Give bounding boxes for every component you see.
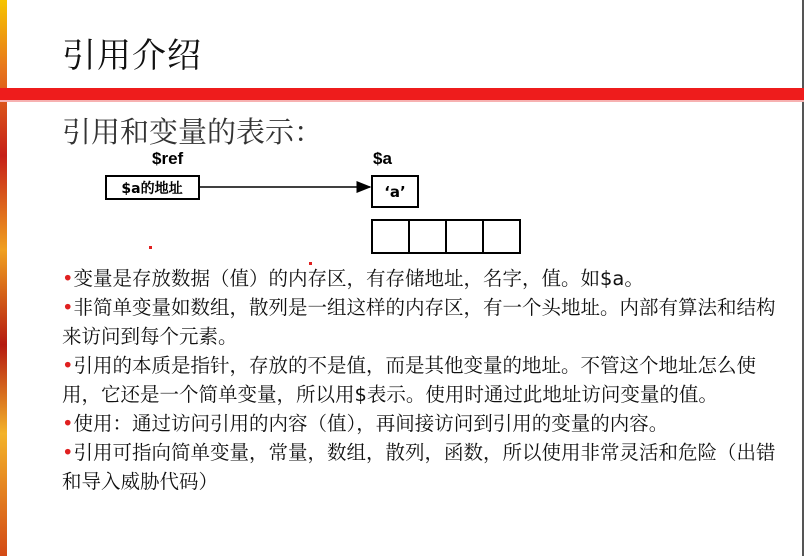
ref-box-text: $a的地址	[121, 181, 183, 197]
array-cell	[409, 220, 446, 253]
var-box-text: ‘a’	[384, 183, 406, 201]
reference-diagram	[0, 0, 804, 270]
stray-mark	[149, 246, 152, 249]
array-cell	[372, 220, 409, 253]
bullet-item: •使用：通过访问引用的内容（值），再间接访问到引用的变量的内容。	[62, 412, 669, 435]
ref-variable-label: $ref	[152, 149, 184, 168]
bullet-item: •非简单变量如数组，散列是一组这样的内存区，有一个头地址。内部有算法和结构来访问到每个元素。	[62, 296, 776, 348]
array-cell	[446, 220, 483, 253]
bullet-list	[62, 264, 792, 496]
array-cell	[483, 220, 520, 253]
bullet-item: •引用的本质是指针，存放的不是值，而是其他变量的地址。不管这个地址怎么使用，它还是一个简单变量，所以用$表示。使用时通过此地址访问变量的值。	[62, 354, 757, 406]
bullet-item: •变量是存放数据（值）的内存区，有存储地址，名字，值。如$a。	[62, 267, 644, 290]
var-label: $a	[373, 149, 392, 168]
slide-subtitle: 引用和变量的表示：	[62, 115, 324, 149]
bullet-item: •引用可指向简单变量，常量，数组，散列，函数，所以使用非常灵活和危险（出错和导入威胁代码）	[62, 441, 776, 493]
array-cells	[372, 220, 520, 253]
slide-title: 引用介绍	[62, 36, 202, 76]
